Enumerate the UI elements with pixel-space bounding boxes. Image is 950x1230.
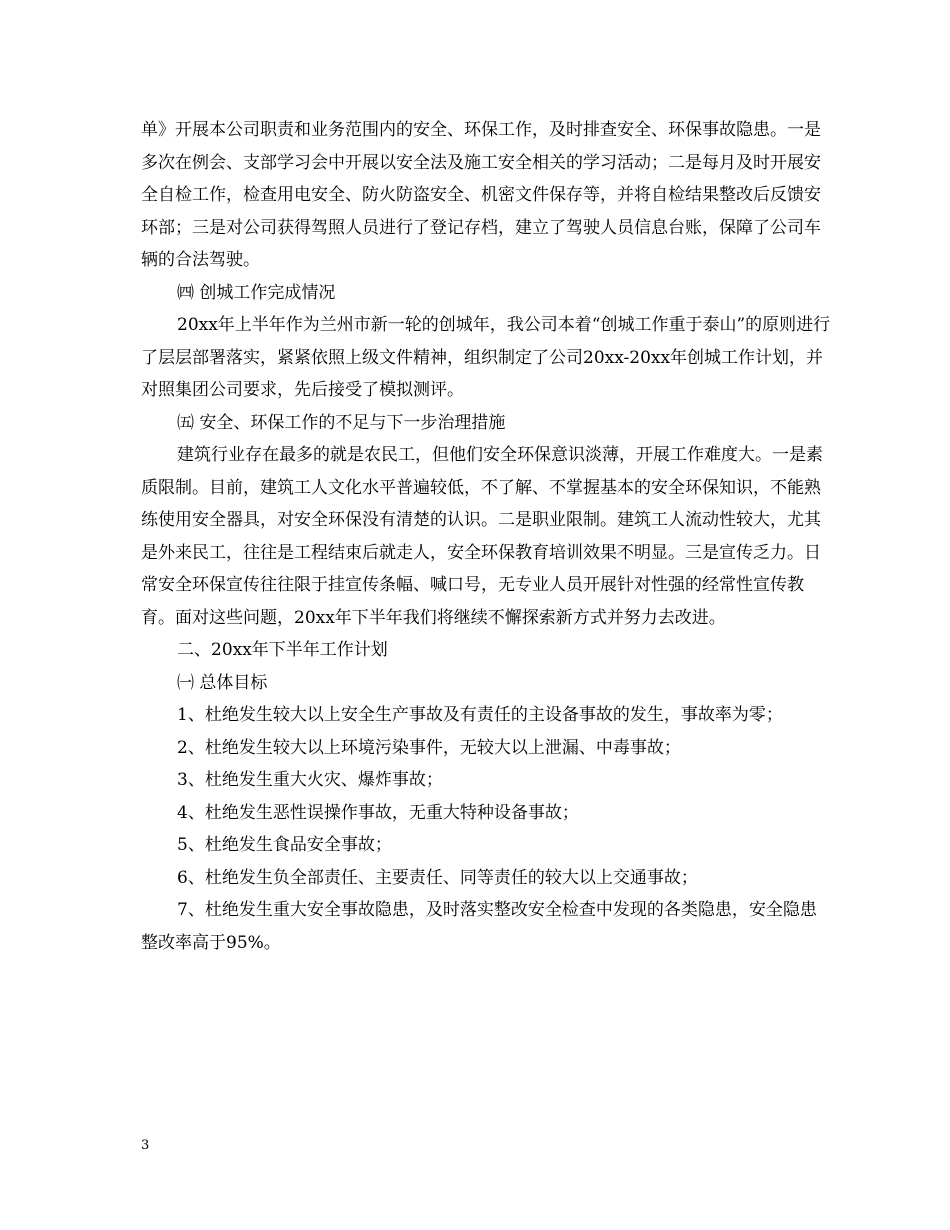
page-number: 3: [141, 1138, 150, 1153]
heading-work-plan: 二、20xx年下半年工作计划: [177, 640, 388, 660]
goal-item-5: 5、杜绝发生食品安全事故；: [177, 835, 392, 855]
goal-item-4: 4、杜绝发生恶性误操作事故，无重大特种设备事故；: [177, 802, 579, 823]
heading-overall-goals: ㈠ 总体目标: [177, 672, 268, 693]
goal-item-3: 3、杜绝发生重大火灾、爆炸事故；: [177, 770, 443, 790]
paragraph-shortcomings: 建筑行业存在最多的就是农民工，但他们安全环保意识淡薄，开展工作难度大。一是素质限制。目前，建筑工人文化水平普遍较低，不了解、不掌握基本的安全环保知识，不能熟练使用安全器具，对安全环保没有清楚的认识。二是职业限制。建筑工人流动性较大，尤其是外来民工，往往是工程结束后就走人，安全环保教育培训效果不明显。三是宣传乏力。日常安全环保宣传往往限于挂宣传条幅、喊口号，无专业人员开展针对性强的经常性宣传教育。面对这些问题，20xx年下半年我们将继续不懈探索新方式并努力去改进。: [141, 445, 823, 628]
heading-city-creation: ㈣ 创城工作完成情况: [177, 282, 336, 303]
paragraph-safety-inspection: 单》开展本公司职责和业务范围内的安全、环保工作，及时排查安全、环保事故隐患。一是多次在例会、支部学习会中开展以安全法及施工安全相关的学习活动；二是每月及时开展安全自检工作，检查用电安全、防火防盗安全、机密文件保存等，并将自检结果整改后反馈安环部；三是对公司获得驾照人员进行了登记存档，建立了驾驶人员信息台账，保障了公司车辆的合法驾驶。: [141, 120, 821, 270]
goal-item-7: 7、杜绝发生重大安全事故隐患，及时落实整改安全检查中发现的各类隐患，安全隐患整改率高于95%。: [141, 900, 817, 953]
body-text: [141, 114, 831, 959]
paragraph-city-creation: 20xx年上半年作为兰州市新一轮的创城年，我公司本着“创城工作重于泰山”的原则进行了层层部署落实，紧紧依照上级文件精神，组织制定了公司20xx-20xx年创城工作计划，并对照集团公司要求，先后接受了模拟测评。: [141, 315, 831, 400]
goal-item-2: 2、杜绝发生较大以上环境污染事件，无较大以上泄漏、中毒事故；: [177, 737, 681, 758]
heading-shortcomings: ㈤ 安全、环保工作的不足与下一步治理措施: [177, 412, 506, 433]
goal-item-6: 6、杜绝发生负全部责任、主要责任、同等责任的较大以上交通事故；: [177, 867, 698, 888]
goal-item-1: 1、杜绝发生较大以上安全生产事故及有责任的主设备事故的发生，事故率为零；: [177, 705, 783, 725]
